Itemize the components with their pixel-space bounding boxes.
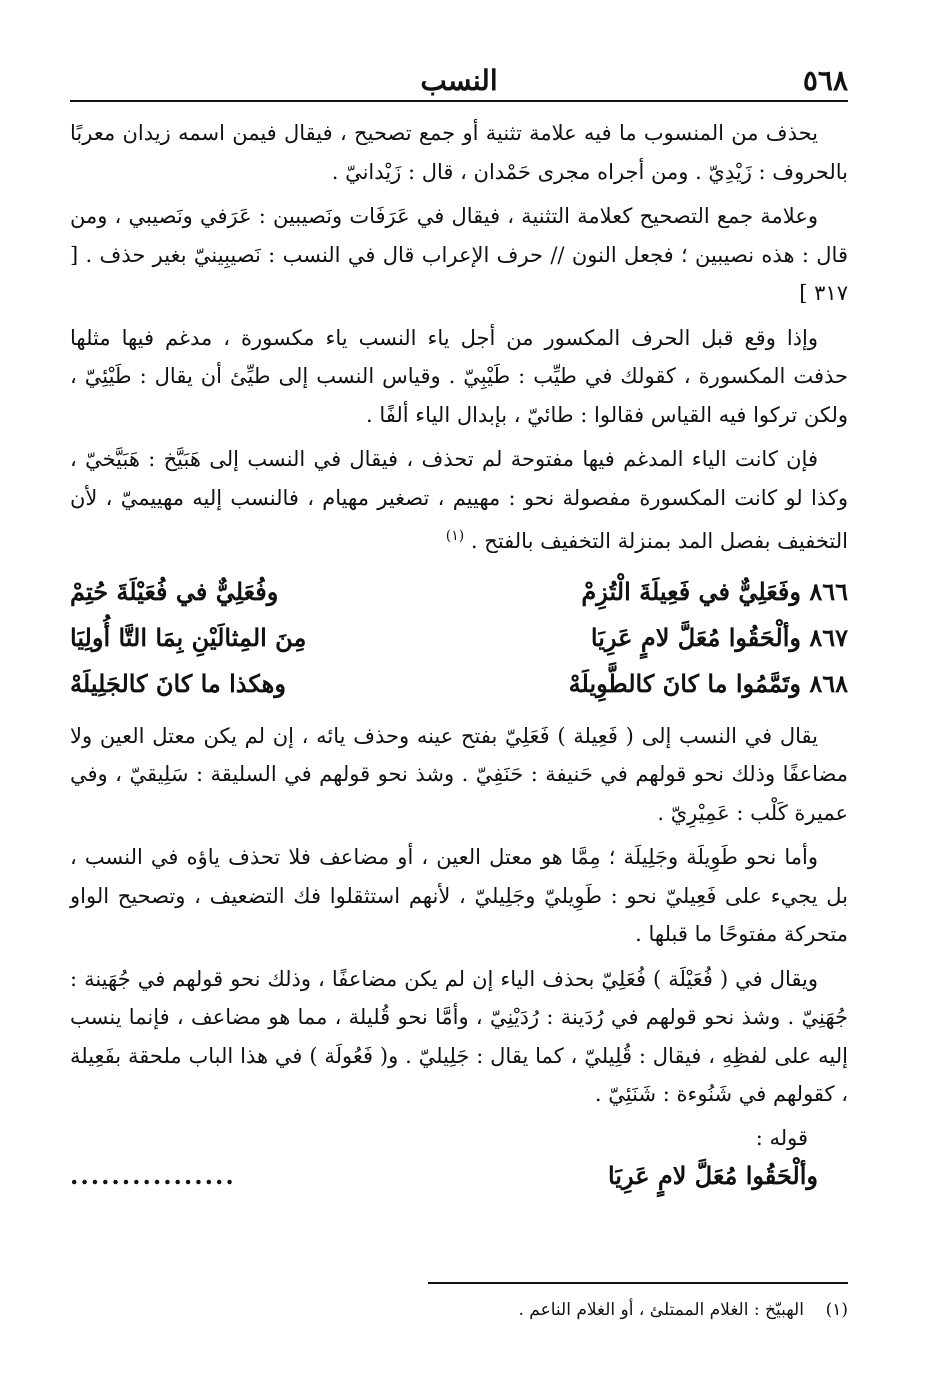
page-header bbox=[70, 60, 848, 102]
footnote-divider bbox=[428, 1282, 848, 1284]
paragraph: وأما نحو طَوِيلَة وجَلِيلَة ؛ مِمَّا هو معتل العين ، أو مضاعف فلا تحذف ياؤه في النسب ، بل يجيء على فَعِيليّ نحو : طَوِيليّ وجَلِيليّ ، لأنهم استثقلوا فك التضعيف ، وتصحيح الواو متحركة مفتوحًا ما قبلها . bbox=[70, 845, 848, 946]
verse-line bbox=[70, 661, 848, 707]
footnote-number: (١) bbox=[825, 1300, 848, 1320]
verse-second-hemistich: مِنَ المِثالَيْنِ بِمَا التَّا أُولِيَا bbox=[70, 622, 307, 652]
paragraph: ويقال في ( فُعَيْلَة ) فُعَلِيّ بحذف الياء إن لم يكن مضاعفًا ، وذلك نحو قولهم في جُهَينة : جُهَنِيّ . وشذ نحو قولهم في رُدَينة : رُدَيْنِيّ ، وأمَّا نحو قُليلة ، مما هو مضاعف ، فإنما ينسب إليه على لفظِهِ ، فيقال : قُلِيليّ ، كما يقال : جَلِيليّ . و( فَعُولَة ) في هذا الباب ملحقة بفَعِيلة ، كقولهم في شَنُوءة : شَنَئِيّ . bbox=[70, 966, 848, 1106]
page-number: ٥٦٨ bbox=[802, 64, 848, 97]
paragraph: يحذف من المنسوب ما فيه علامة تثنية أو جمع تصحيح ، فيقال فيمن اسمه زيدان معربًا بالحروف : زَيْدِيّ . ومن أجراه مجرى حَمْدان ، قال : زَيْدانيّ . bbox=[70, 121, 848, 184]
quote-intro: قوله : bbox=[755, 1125, 808, 1150]
running-title: النسب bbox=[420, 64, 498, 97]
verse-number: ٨٦٦ bbox=[809, 576, 848, 606]
verse-first-text: وتَمَّمُوا ما كانَ كالطَّوِيلَهْ bbox=[568, 668, 801, 698]
footnote-marker: (١) bbox=[445, 528, 465, 544]
verse-second-hemistich: وهكذا ما كانَ كالجَلِيلَهْ bbox=[70, 668, 286, 698]
verse-line bbox=[70, 569, 848, 615]
book-page bbox=[70, 60, 848, 1360]
verse-number: ٨٦٨ bbox=[809, 668, 848, 698]
verse-first-hemistich bbox=[443, 569, 848, 615]
paragraph: وعلامة جمع التصحيح كعلامة التثنية ، فيقال في عَرَفَات ونَصيبين : عَرَفي ونَصيبي ، ومن قال : هذه نصيبين ؛ فجعل النون // حرف الإعراب قال في النسب : نَصيبِينيّ بغير حذف . [ ٣١٧ ] bbox=[70, 204, 848, 305]
verse-first-hemistich bbox=[443, 615, 848, 661]
paragraph bbox=[70, 440, 848, 561]
quoted-verse bbox=[70, 1156, 848, 1196]
paragraph: يقال في النسب إلى ( فَعِيلة ) فَعَلِيّ بفتح عينه وحذف يائه ، إن لم يكن معتل العين ولا مضاعفًا وذلك نحو قولهم في حَنيفة : حَنَفِيّ . وشذ نحو قولهم في السليقة : سَلِيقيّ ، وفي عميرة كَلْب : عَمِيْرِيّ . bbox=[70, 723, 848, 825]
footnote-text: الهبيّخ : الغلام الممتلئ ، أو الغلام الناعم . bbox=[518, 1300, 804, 1320]
page-body bbox=[70, 114, 848, 1196]
verse-first-hemistich bbox=[443, 661, 848, 707]
paragraph: وإذا وقع قبل الحرف المكسور من أجل ياء النسب ياء مكسورة ، مدغم فيها مثلها حذفت المكسورة ، كقولك في طيِّب : طَيْبِيّ . وقياس النسب إلى طيِّئ أن يقال : طَيْئِيّ ، ولكن تركوا فيه القياس فقالوا : طائيّ ، بإبدال الياء ألفًا . bbox=[70, 325, 848, 427]
verse-first-text: وألْحَقُوا مُعَلَّ لامٍ عَرِيَا bbox=[590, 622, 801, 652]
footnote bbox=[518, 1296, 848, 1324]
paragraph-text: فإن كانت الياء المدغم فيها مفتوحة لم تحذف ، فيقال في النسب إلى هَبَيَّخ : هَبَيَّخيّ ، وكذا لو كانت المكسورة مفصولة نحو : مهييم ، تصغير مهيام ، فالنسب إليه مهييميّ ، لأن التخفيف بفصل المد بمنزلة التخفيف بالفتح . bbox=[70, 447, 848, 553]
verse-block bbox=[70, 569, 848, 707]
ellipsis-dots: ................ bbox=[70, 1160, 236, 1190]
verse-line bbox=[70, 615, 848, 661]
verse-first-text: وفَعَلِيٌّ في فَعِيلَةَ الْتُزِمْ bbox=[581, 576, 801, 606]
verse-second-hemistich: وفُعَلِيٌّ في فُعَيْلَةَ حُتِمْ bbox=[70, 576, 279, 606]
quoted-verse-text: وألْحَقُوا مُعَلَّ لامٍ عَرِيَا bbox=[607, 1160, 818, 1190]
verse-number: ٨٦٧ bbox=[809, 622, 848, 652]
